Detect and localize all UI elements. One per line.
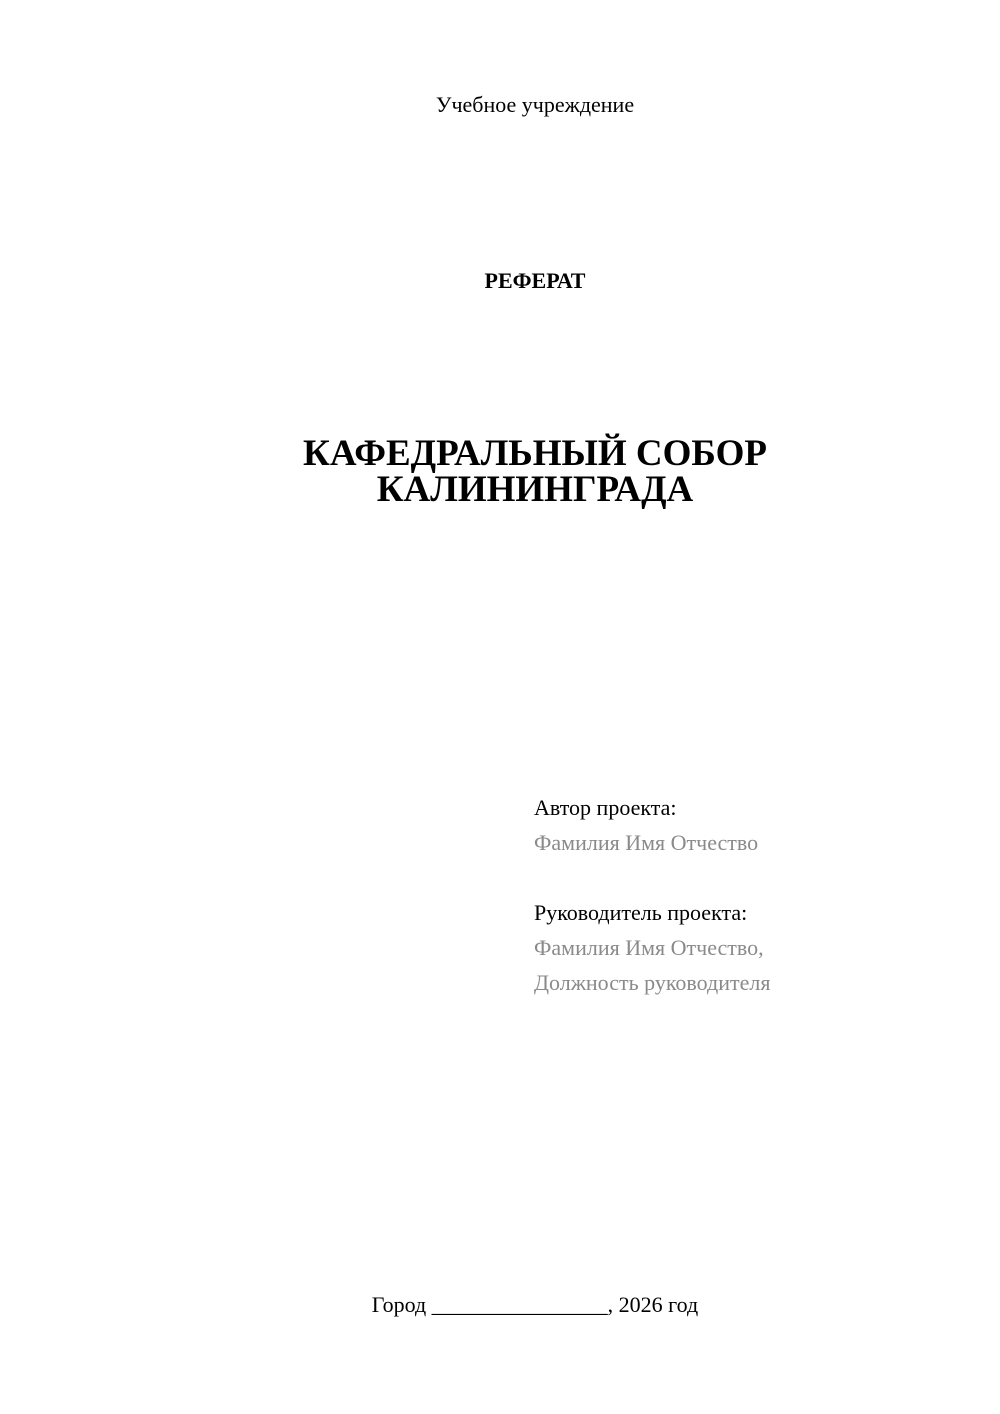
document-title-line-1: КАФЕДРАЛЬНЫЙ СОБОР	[303, 433, 767, 474]
document-title	[0, 433, 1000, 510]
document-title-line-2: КАЛИНИНГРАДА	[376, 469, 694, 510]
document-type: РЕФЕРАТ	[484, 268, 586, 293]
supervisor-position: Должность руководителя	[534, 970, 771, 995]
credits-spacer	[534, 860, 770, 895]
supervisor-name: Фамилия Имя Отчество,	[534, 935, 764, 960]
supervisor-label: Руководитель проекта:	[534, 900, 748, 925]
institution-name: Учебное учреждение	[435, 92, 635, 117]
city-year-line: Город ________________, 2026 год	[371, 1292, 699, 1317]
author-name: Фамилия Имя Отчество	[534, 830, 759, 855]
author-label: Автор проекта:	[534, 795, 677, 820]
credits-block	[534, 790, 770, 1000]
